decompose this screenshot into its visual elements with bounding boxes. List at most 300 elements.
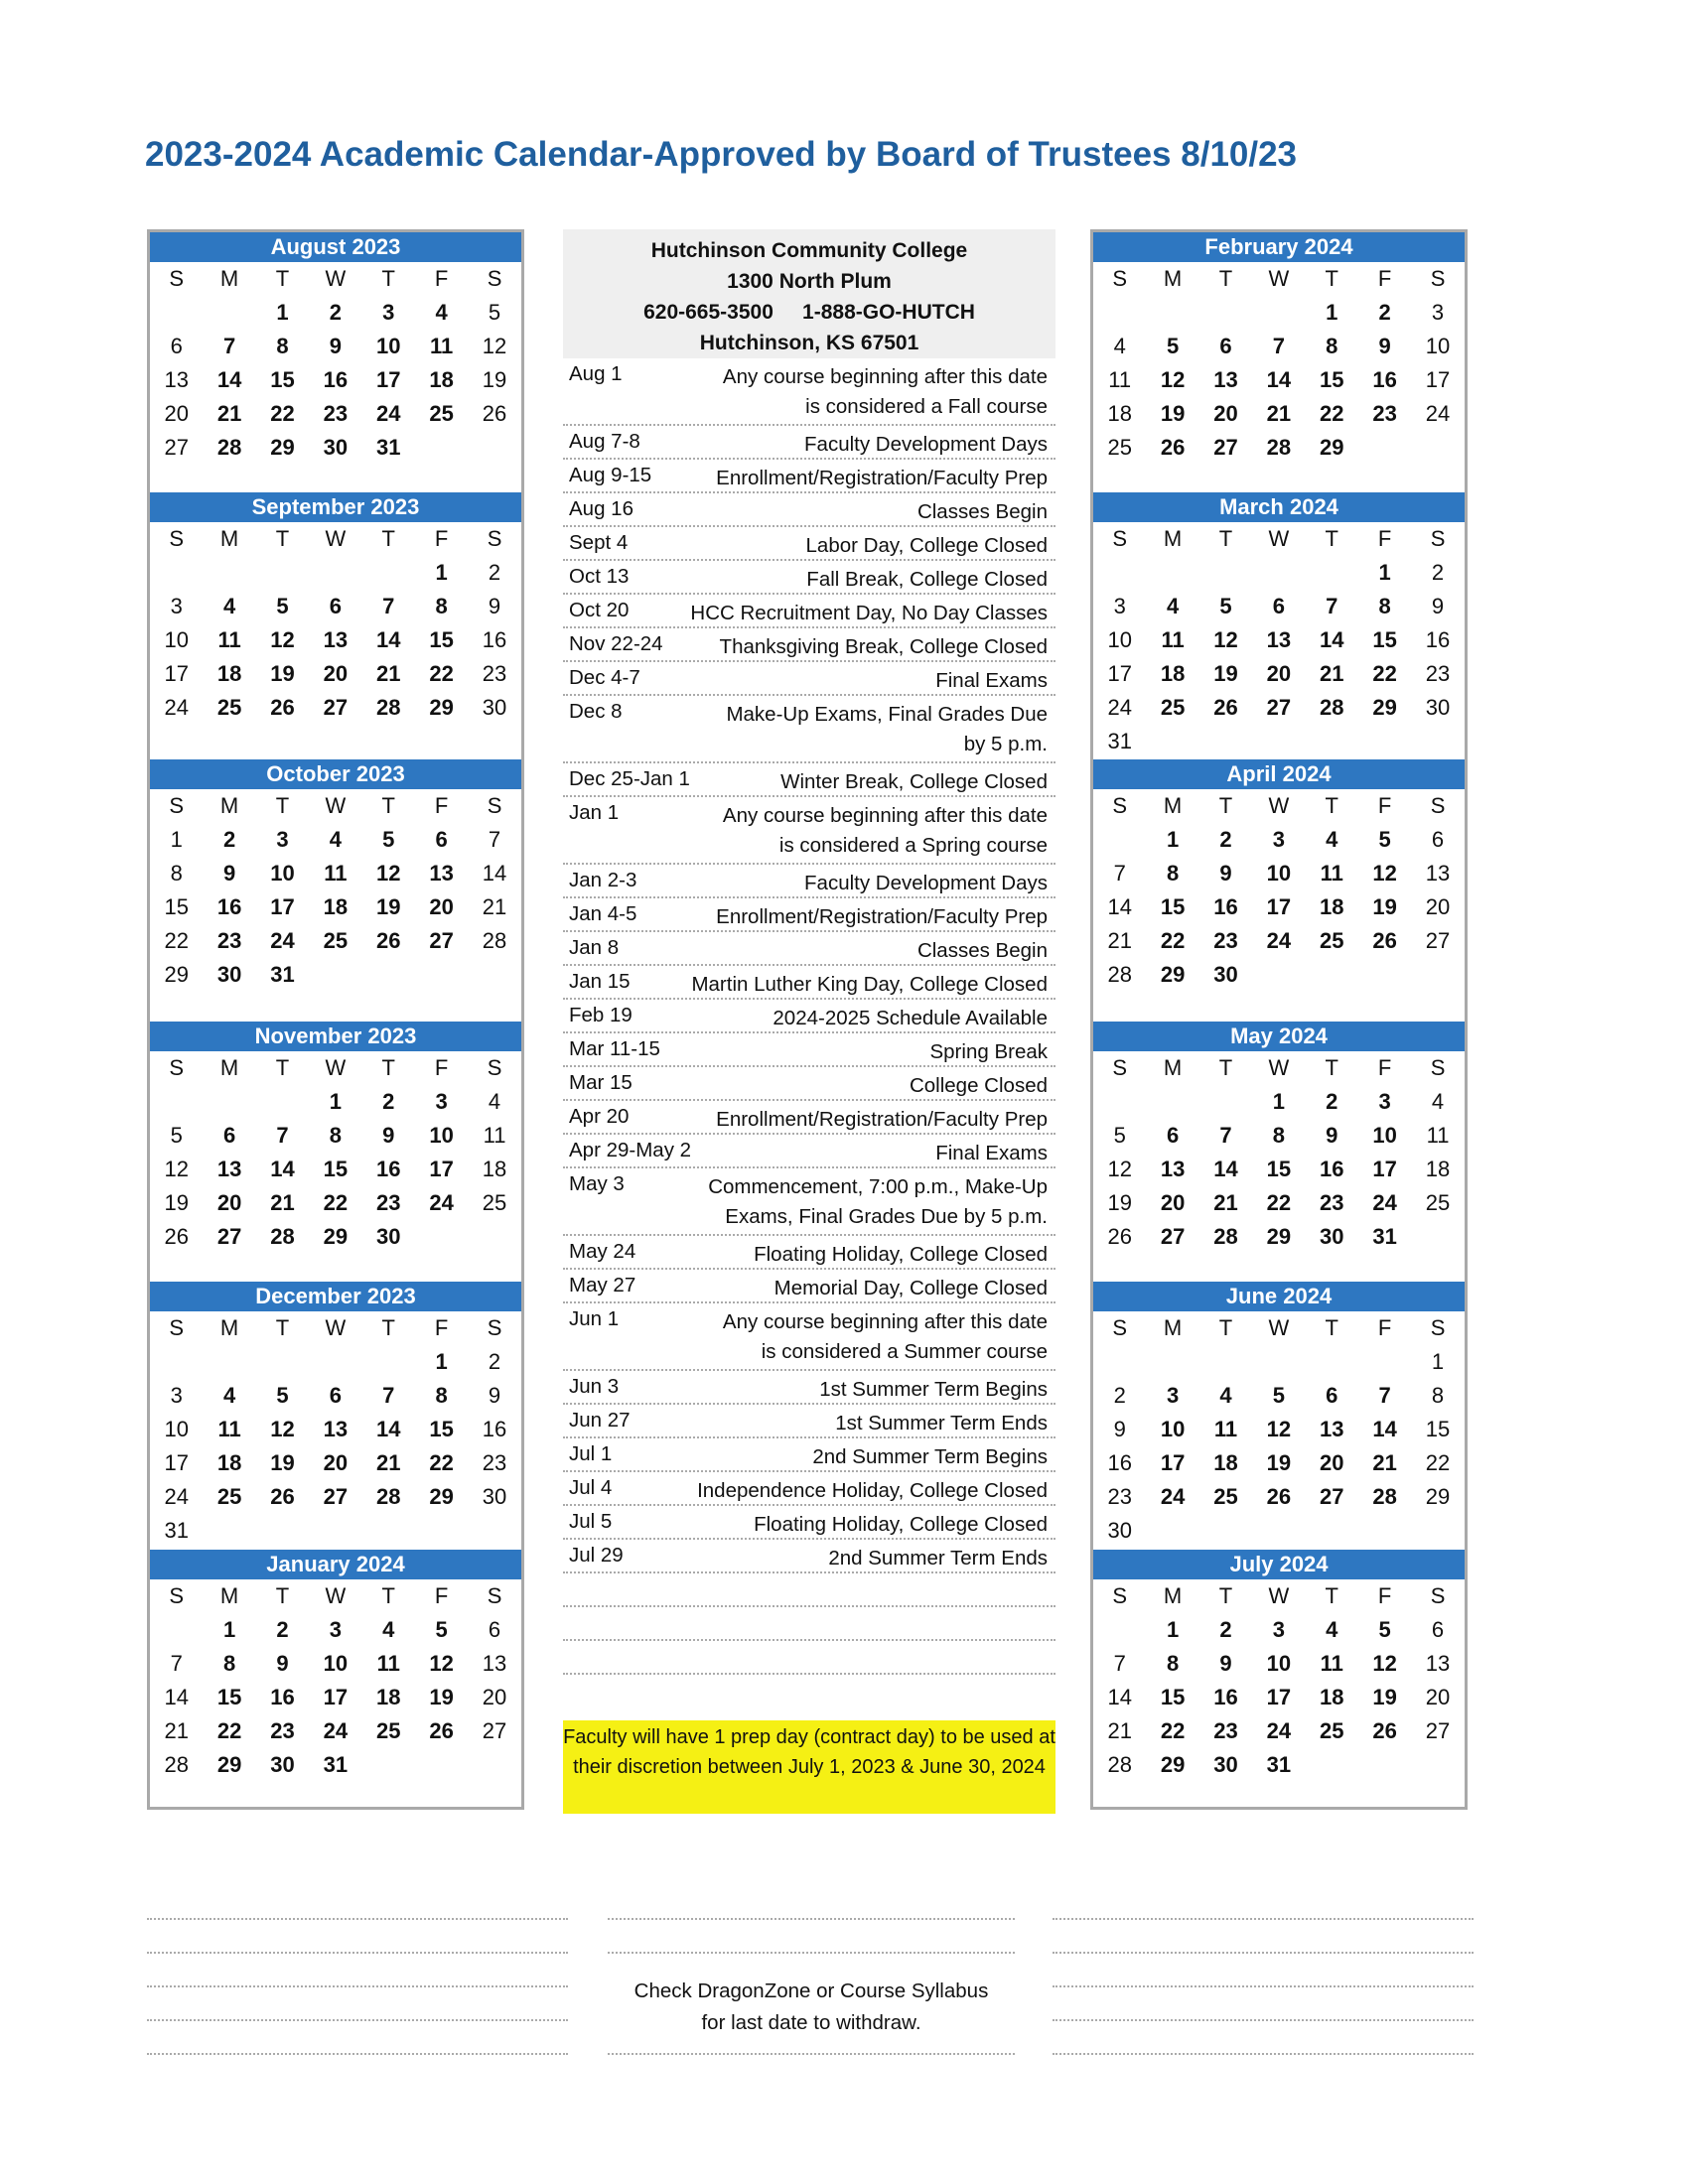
week-row	[150, 1681, 521, 1714]
event-description: Classes Begin	[916, 939, 1048, 962]
event-description: HCC Recruitment Day, No Day Classes	[690, 602, 1048, 624]
event-date: Jan 2-3	[569, 869, 637, 891]
day-cell: 25	[1320, 1718, 1344, 1743]
week-row	[1093, 890, 1465, 924]
day-cell: 20	[429, 894, 454, 919]
day-cell: 23	[482, 1450, 507, 1475]
day-cell: 13	[429, 861, 454, 886]
month-calendar	[150, 759, 521, 992]
day-cell: 18	[1320, 1685, 1344, 1709]
weekday-label: T	[275, 526, 290, 551]
event-description: 1st Summer Term Ends	[835, 1412, 1048, 1434]
day-cell: 3	[1431, 300, 1445, 325]
day-cell: 23	[1372, 401, 1397, 426]
day-cell: 10	[1160, 1417, 1186, 1441]
event-description: Any course beginning after this date is considered a Spring course	[722, 804, 1048, 857]
day-cell: 15	[1160, 894, 1186, 919]
day-cell: 24	[1425, 401, 1451, 426]
day-cell: 3	[1272, 827, 1285, 852]
day-cell: 17	[1266, 1685, 1292, 1709]
day-cell: 28	[482, 928, 507, 953]
day-cell: 6	[1219, 334, 1232, 358]
day-cell: 14	[1107, 1685, 1132, 1709]
day-cell: 3	[435, 1089, 448, 1114]
weekday-label: T	[381, 1315, 395, 1340]
day-cell: 18	[216, 1450, 242, 1475]
day-cell: 20	[323, 1450, 349, 1475]
day-cell: 8	[329, 1123, 342, 1148]
event-date: Mar 11-15	[569, 1037, 660, 1060]
week-row	[150, 657, 521, 691]
day-cell: 10	[429, 1123, 454, 1148]
day-cell: 25	[1320, 928, 1344, 953]
day-cell: 27	[323, 1484, 349, 1509]
weekday-label: T	[381, 1055, 395, 1080]
day-cell: 16	[376, 1157, 401, 1181]
day-cell: 3	[170, 1383, 183, 1408]
day-cell: 22	[216, 1718, 242, 1743]
day-cell: 7	[1219, 1123, 1232, 1148]
event-row	[563, 595, 1055, 628]
day-cell: 23	[323, 401, 349, 426]
day-cell: 8	[435, 1383, 448, 1408]
day-cell: 23	[482, 661, 507, 686]
week-row	[150, 1153, 521, 1186]
day-cell: 20	[216, 1190, 242, 1215]
blank-line	[563, 1641, 1055, 1675]
day-cell: 11	[217, 1417, 241, 1441]
week-row	[1093, 1647, 1465, 1681]
day-cell: 8	[1272, 1123, 1285, 1148]
day-cell: 21	[376, 661, 401, 686]
right-calendar-column	[1090, 229, 1468, 1810]
event-row	[563, 966, 1055, 1000]
weekday-label: S	[169, 1315, 185, 1340]
week-row	[150, 397, 521, 431]
day-cell: 5	[276, 594, 289, 618]
day-cell: 2	[329, 300, 342, 325]
weekday-label: T	[1325, 1315, 1338, 1340]
weekday-label: M	[1163, 1583, 1183, 1608]
event-date: Oct 20	[569, 599, 630, 621]
day-cell: 25	[429, 401, 454, 426]
week-row	[150, 1446, 521, 1480]
event-description: 2nd Summer Term Ends	[828, 1547, 1048, 1570]
day-cell: 31	[1266, 1752, 1292, 1777]
day-cell: 5	[382, 827, 395, 852]
event-description: 2024-2025 Schedule Available	[773, 1007, 1048, 1029]
weekday-label: T	[381, 266, 395, 291]
day-cell: 13	[323, 627, 349, 652]
event-row	[563, 460, 1055, 493]
day-cell: 9	[222, 861, 236, 886]
week-row	[150, 1613, 521, 1647]
month-header: August 2023	[150, 232, 521, 262]
day-cell: 28	[1107, 1752, 1132, 1777]
day-cell: 30	[482, 695, 507, 720]
day-cell: 22	[1160, 928, 1186, 953]
day-cell: 13	[482, 1651, 507, 1676]
day-cell: 16	[1320, 1157, 1344, 1181]
event-row	[563, 1371, 1055, 1405]
day-cell: 25	[1425, 1190, 1451, 1215]
day-cell: 12	[482, 334, 507, 358]
day-cell: 27	[429, 928, 454, 953]
day-cell: 25	[216, 1484, 242, 1509]
month-header: October 2023	[150, 759, 521, 789]
day-cell: 9	[1219, 1651, 1232, 1676]
weekday-label: S	[1112, 1055, 1128, 1080]
weekday-label: T	[1218, 1315, 1233, 1340]
event-row	[563, 1101, 1055, 1135]
day-cell: 21	[270, 1190, 295, 1215]
day-cell: 12	[270, 1417, 295, 1441]
weekday-label: M	[219, 793, 239, 818]
day-cell: 2	[488, 560, 501, 585]
event-row	[563, 1303, 1055, 1371]
event-date: May 3	[569, 1172, 625, 1195]
week-row	[1093, 1413, 1465, 1446]
day-cell: 29	[323, 1224, 349, 1249]
day-cell: 4	[488, 1089, 501, 1114]
day-cell: 12	[1107, 1157, 1132, 1181]
day-cell: 6	[1166, 1123, 1180, 1148]
day-cell: 3	[1378, 1089, 1391, 1114]
day-cell: 26	[270, 695, 295, 720]
week-row	[150, 1413, 521, 1446]
day-cell: 14	[376, 1417, 401, 1441]
day-cell: 9	[1378, 334, 1391, 358]
day-cell: 4	[435, 300, 448, 325]
week-row	[150, 890, 521, 924]
day-cell: 11	[1213, 1417, 1238, 1441]
day-cell: 12	[1266, 1417, 1292, 1441]
event-date: Jan 15	[569, 970, 631, 993]
event-date: May 27	[569, 1274, 636, 1297]
event-description: Independence Holiday, College Closed	[697, 1479, 1048, 1502]
day-cell: 3	[1166, 1383, 1180, 1408]
weekday-label: F	[1377, 526, 1392, 551]
day-cell: 8	[1326, 334, 1338, 358]
weekday-label: S	[487, 526, 502, 551]
day-cell: 16	[1213, 1685, 1238, 1709]
event-row	[563, 1135, 1055, 1168]
day-cell: 28	[1266, 435, 1292, 460]
event-row	[563, 358, 1055, 426]
week-row	[1093, 330, 1465, 363]
day-cell: 28	[376, 1484, 401, 1509]
day-cell: 29	[164, 962, 189, 987]
event-date: Oct 13	[569, 565, 630, 588]
day-cell: 25	[1213, 1484, 1238, 1509]
day-cell: 9	[1326, 1123, 1338, 1148]
day-cell: 9	[1431, 594, 1445, 618]
day-cell: 29	[429, 695, 454, 720]
weekday-label: M	[1163, 793, 1183, 818]
weekday-label: S	[487, 1583, 502, 1608]
day-cell: 5	[1166, 334, 1180, 358]
day-cell: 26	[1266, 1484, 1292, 1509]
event-description: Memorial Day, College Closed	[774, 1277, 1048, 1299]
weekday-label: M	[219, 526, 239, 551]
weekday-label: S	[1112, 1315, 1128, 1340]
event-row	[563, 1000, 1055, 1033]
weekday-label: S	[1112, 266, 1128, 291]
day-cell: 10	[376, 334, 401, 358]
event-row	[563, 898, 1055, 932]
day-cell: 18	[1107, 401, 1132, 426]
month-header: June 2024	[1093, 1282, 1465, 1311]
week-row	[150, 1714, 521, 1748]
day-cell: 3	[382, 300, 395, 325]
day-cell: 14	[1320, 627, 1344, 652]
weekday-label: S	[1430, 1583, 1446, 1608]
day-cell: 20	[323, 661, 349, 686]
day-cell: 16	[482, 627, 507, 652]
month-calendar	[150, 232, 521, 465]
week-row	[1093, 1186, 1465, 1220]
day-cell: 8	[222, 1651, 236, 1676]
event-date: Apr 20	[569, 1105, 630, 1128]
day-cell: 3	[1113, 594, 1126, 618]
week-row	[1093, 924, 1465, 958]
day-cell: 30	[1213, 962, 1238, 987]
day-cell: 19	[270, 1450, 295, 1475]
day-cell: 26	[1107, 1224, 1132, 1249]
weekday-label: W	[325, 1583, 347, 1608]
event-description: Spring Break	[929, 1040, 1048, 1063]
day-cell: 24	[270, 928, 295, 953]
event-date: Dec 4-7	[569, 666, 640, 689]
month-header: February 2024	[1093, 232, 1465, 262]
week-row	[150, 1345, 521, 1379]
day-cell: 22	[164, 928, 189, 953]
day-cell: 20	[1425, 1685, 1451, 1709]
weekday-label: T	[275, 1055, 290, 1080]
day-cell: 21	[1213, 1190, 1238, 1215]
week-row	[150, 431, 521, 465]
weekday-label: S	[169, 793, 185, 818]
day-cell: 28	[1372, 1484, 1397, 1509]
day-cell: 14	[270, 1157, 295, 1181]
event-description: Final Exams	[935, 669, 1048, 692]
day-cell: 18	[1425, 1157, 1451, 1181]
weekday-label: T	[1325, 1583, 1338, 1608]
weekday-label: M	[1163, 526, 1183, 551]
week-row	[1093, 1345, 1465, 1379]
event-date: Mar 15	[569, 1071, 633, 1094]
week-row	[1093, 1613, 1465, 1647]
event-description: College Closed	[909, 1074, 1048, 1097]
week-row	[1093, 823, 1465, 857]
day-cell: 19	[482, 367, 507, 392]
day-cell: 21	[164, 1718, 189, 1743]
day-cell: 17	[164, 661, 189, 686]
event-date: Dec 8	[569, 700, 623, 723]
day-cell: 9	[1113, 1417, 1126, 1441]
day-cell: 11	[1320, 1651, 1343, 1676]
day-cell: 19	[1160, 401, 1186, 426]
day-cell: 3	[170, 594, 183, 618]
event-row	[563, 763, 1055, 797]
month-calendar	[1093, 1022, 1465, 1254]
weekday-label: F	[434, 1315, 449, 1340]
event-row	[563, 662, 1055, 696]
week-row	[150, 363, 521, 397]
day-cell: 14	[482, 861, 507, 886]
event-row	[563, 493, 1055, 527]
month-header: January 2024	[150, 1550, 521, 1579]
day-cell: 30	[482, 1484, 507, 1509]
day-cell: 12	[376, 861, 401, 886]
weekday-label: F	[434, 793, 449, 818]
college-phones: 620-665-3500 1-888-GO-HUTCH	[643, 301, 975, 324]
day-cell: 2	[1378, 300, 1391, 325]
weekday-label: S	[1112, 793, 1128, 818]
day-cell: 13	[1266, 627, 1292, 652]
weekday-label: M	[219, 1055, 239, 1080]
day-cell: 28	[1320, 695, 1344, 720]
day-cell: 6	[329, 594, 342, 618]
day-cell: 1	[222, 1617, 236, 1642]
day-cell: 17	[1372, 1157, 1397, 1181]
day-cell: 28	[270, 1224, 295, 1249]
event-date: Aug 1	[569, 362, 623, 385]
weekday-row	[1093, 789, 1465, 823]
day-cell: 22	[1425, 1450, 1451, 1475]
event-row	[563, 1506, 1055, 1540]
day-cell: 17	[429, 1157, 454, 1181]
day-cell: 23	[1107, 1484, 1132, 1509]
weekday-row	[1093, 1579, 1465, 1613]
day-cell: 3	[329, 1617, 342, 1642]
weekday-row	[150, 789, 521, 823]
day-cell: 13	[164, 367, 189, 392]
event-description: Final Exams	[935, 1142, 1048, 1164]
week-row	[1093, 1748, 1465, 1782]
month-header: May 2024	[1093, 1022, 1465, 1051]
day-cell: 7	[382, 1383, 395, 1408]
week-row	[150, 857, 521, 890]
weekday-label: T	[1218, 1055, 1233, 1080]
day-cell: 12	[164, 1157, 189, 1181]
day-cell: 1	[1272, 1089, 1285, 1114]
day-cell: 9	[276, 1651, 289, 1676]
day-cell: 16	[270, 1685, 295, 1709]
day-cell: 21	[1107, 1718, 1132, 1743]
day-cell: 1	[1431, 1349, 1445, 1374]
day-cell: 8	[1431, 1383, 1445, 1408]
week-row	[1093, 623, 1465, 657]
weekday-label: F	[1377, 1055, 1392, 1080]
day-cell: 29	[1320, 435, 1344, 460]
day-cell: 26	[429, 1718, 454, 1743]
weekday-label: F	[1377, 793, 1392, 818]
day-cell: 20	[1160, 1190, 1186, 1215]
day-cell: 12	[1160, 367, 1186, 392]
day-cell: 25	[216, 695, 242, 720]
month-header: December 2023	[150, 1282, 521, 1311]
day-cell: 26	[1372, 928, 1397, 953]
day-cell: 23	[270, 1718, 295, 1743]
weekday-label: S	[1430, 1055, 1446, 1080]
left-calendar-column	[147, 229, 524, 1810]
day-cell: 12	[1213, 627, 1238, 652]
day-cell: 4	[1326, 827, 1338, 852]
faculty-note: Faculty will have 1 prep day (contract day) to be used at their discretion between July 1, 2023 & June 30, 2024	[563, 1720, 1055, 1814]
day-cell: 1	[276, 300, 289, 325]
day-cell: 6	[222, 1123, 236, 1148]
event-description: Thanksgiving Break, College Closed	[719, 635, 1048, 658]
day-cell: 10	[164, 627, 189, 652]
event-date: Jul 5	[569, 1510, 613, 1533]
day-cell: 16	[323, 367, 349, 392]
day-cell: 30	[323, 435, 349, 460]
weekday-label: M	[219, 1583, 239, 1608]
event-description: Floating Holiday, College Closed	[754, 1513, 1048, 1536]
day-cell: 25	[1160, 695, 1186, 720]
day-cell: 9	[329, 334, 342, 358]
day-cell: 1	[1326, 300, 1338, 325]
weekday-label: W	[325, 793, 347, 818]
event-description: 2nd Summer Term Begins	[812, 1445, 1048, 1468]
day-cell: 14	[1372, 1417, 1397, 1441]
weekday-label: S	[487, 1315, 502, 1340]
day-cell: 22	[1372, 661, 1397, 686]
event-row	[563, 1405, 1055, 1438]
day-cell: 1	[435, 560, 448, 585]
event-description: Enrollment/Registration/Faculty Prep	[716, 905, 1048, 928]
day-cell: 30	[1320, 1224, 1344, 1249]
month-calendar	[150, 492, 521, 725]
day-cell: 28	[1213, 1224, 1238, 1249]
event-row	[563, 561, 1055, 595]
day-cell: 25	[376, 1718, 401, 1743]
day-cell: 24	[1266, 928, 1292, 953]
weekday-label: F	[1377, 1583, 1392, 1608]
day-cell: 25	[1107, 435, 1132, 460]
event-row	[563, 1540, 1055, 1573]
weekday-label: W	[325, 1055, 347, 1080]
day-cell: 30	[1425, 695, 1451, 720]
day-cell: 2	[488, 1349, 501, 1374]
day-cell: 11	[324, 861, 348, 886]
weekday-label: T	[1325, 793, 1338, 818]
day-cell: 24	[376, 401, 401, 426]
day-cell: 19	[270, 661, 295, 686]
weekday-label: W	[1268, 1315, 1290, 1340]
day-cell: 15	[270, 367, 295, 392]
month-calendar	[1093, 1550, 1465, 1782]
day-cell: 1	[435, 1349, 448, 1374]
day-cell: 24	[1372, 1190, 1397, 1215]
blank-line	[563, 1607, 1055, 1641]
day-cell: 10	[1107, 627, 1132, 652]
day-cell: 6	[329, 1383, 342, 1408]
weekday-label: S	[487, 266, 502, 291]
day-cell: 13	[1425, 1651, 1451, 1676]
day-cell: 29	[1160, 962, 1186, 987]
event-row	[563, 1438, 1055, 1472]
event-row	[563, 1236, 1055, 1270]
weekday-label: T	[275, 793, 290, 818]
day-cell: 27	[164, 435, 189, 460]
day-cell: 25	[323, 928, 349, 953]
day-cell: 6	[1431, 827, 1445, 852]
event-date: Aug 7-8	[569, 430, 640, 453]
day-cell: 1	[329, 1089, 342, 1114]
weekday-label: T	[1325, 266, 1338, 291]
